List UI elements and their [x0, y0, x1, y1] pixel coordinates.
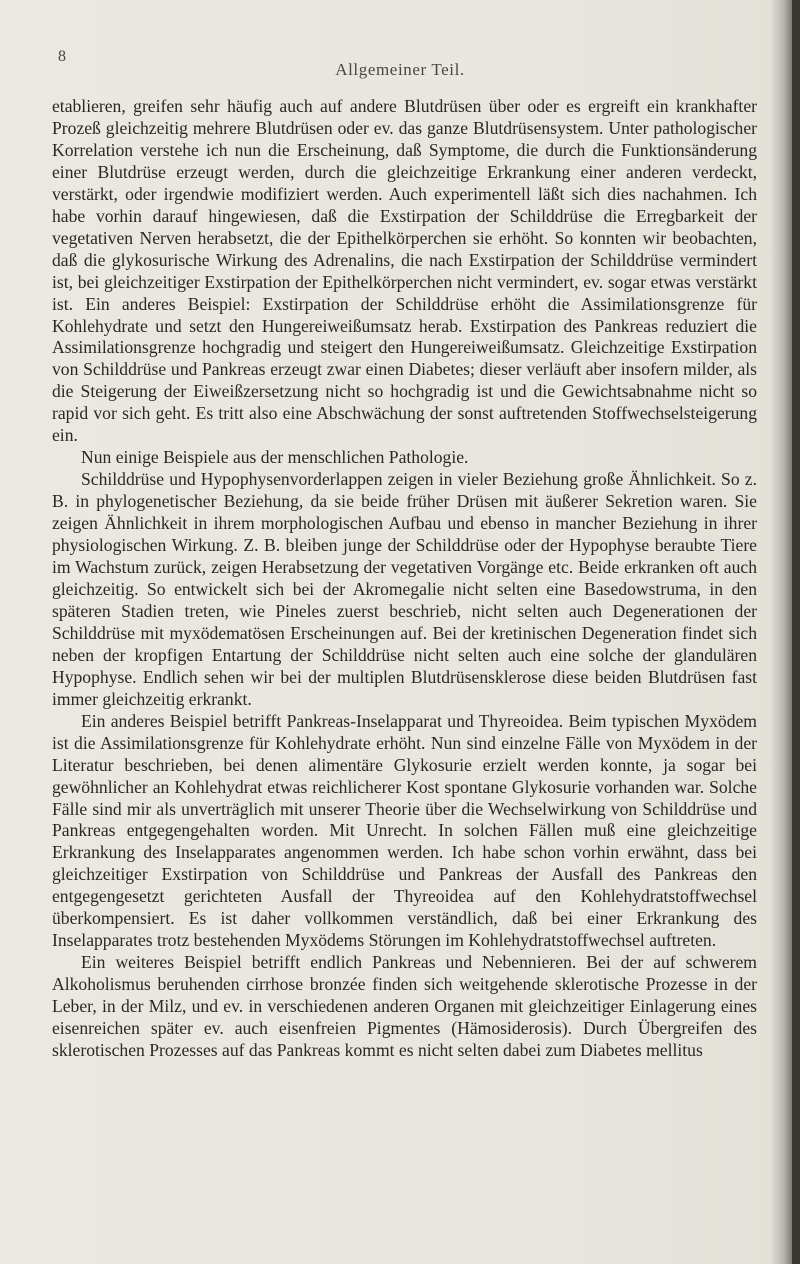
paragraph-3: Schilddrüse und Hypophysenvorderlappen zeigen in vieler Beziehung große Ähnlichkeit. So z. B. in phylogenetischer Beziehung, da sie beide früher Drüsen mit äußerer Sekretion waren. Sie zeigen Ähnlichkeit in ihrem morphologischen Aufbau und ebenso in mancher Beziehung in ihrer physiologischen Wirkung. Z. B. bleiben junge der Schilddrüse oder der Hypophyse beraubte Tiere im Wachstum zurück, zeigen Herabsetzung der vegetativen Vorgänge etc. Beide erkranken oft auch gleichzeitig. So entwickelt sich bei der Akromegalie nicht selten eine Basedowstruma, in den späteren Stadien treten, wie Pineles zuerst beschrieb, nicht selten auch Degenerationen der Schilddrüse mit myxödematösen Erscheinungen auf. Bei der kretinischen Degeneration findet sich neben der kropfigen Entartung der Schilddrüse nicht selten auch eine solche der glandulären Hypophyse. Endlich sehen wir bei der multiplen Blutdrüsensklerose diese beiden Blutdrüsen fast immer gleichzeitig erkrankt.: [52, 469, 757, 709]
running-title: Allgemeiner Teil.: [335, 60, 465, 79]
paragraph-5: Ein weiteres Beispiel betrifft endlich Pankreas und Nebennieren. Bei der auf schwerem Alkoholismus beruhenden cirrhose bronzée finden sich weitgehende sklerotische Prozesse in der Leber, in der Milz, und ev. in verschiedenen anderen Organen mit gleichzeitiger Einlagerung eines eisenreichen später ev. auch eisenfreien Pigmentes (Hämosiderosis). Durch Übergreifen des sklerotischen Prozesses auf das Pankreas kommt es nicht selten dabei zum Diabetes mellitus: [52, 952, 757, 1060]
paragraph-1: etablieren, greifen sehr häufig auch auf andere Blutdrüsen über oder es ergreift ein krankhafter Prozeß gleichzeitig mehrere Blutdrüsen oder ev. das ganze Blutdrüsensystem. Unter pathologischer Korrelation verstehe ich nun die Erscheinung, daß Symptome, die durch die Funktionsänderung einer Blutdrüse erzeugt werden, durch die gleichzeitige Erkrankung einer anderen verdeckt, verstärkt, oder irgendwie modifiziert werden. Auch experimentell läßt sich dies nachahmen. Ich habe vorhin darauf hingewiesen, daß die Exstirpation der Schilddrüse die Erregbarkeit der vegetativen Nerven herabsetzt, die der Epithelkörperchen sie erhöht. So konnten wir beobachten, daß die glykosurische Wirkung des Adrenalins, die nach Exstirpation der Schilddrüse vermindert ist, bei gleichzeitiger Exstirpation der Epithelkörperchen nicht vermindert, ev. sogar etwas verstärkt ist. Ein anderes Beispiel: Exstirpation der Schilddrüse erhöht die Assimilationsgrenze für Kohlehydrate und setzt den Hungereiweißumsatz herab. Exstirpation des Pankreas reduziert die Assimilationsgrenze hochgradig und steigert den Hungereiweißumsatz. Gleichzeitige Exstirpation von Schilddrüse und Pankreas erzeugt zwar einen Diabetes; dieser verläuft aber insofern milder, als die Steigerung der Eiweißzersetzung nicht so hochgradig ist und die Gewichtsabnahme nicht so rapid vor sich geht. Es tritt also eine Abschwächung der sonst auftretenden Stoffwechselsteigerung ein.: [52, 96, 757, 446]
binding-edge: [792, 0, 800, 1264]
paragraph-4: Ein anderes Beispiel betrifft Pankreas-Inselapparat und Thyreoidea. Beim typischen Myxödem ist die Assimilationsgrenze für Kohlehydrate erhöht. Nun sind einzelne Fälle von Myxödem in der Literatur beschrieben, bei denen alimentäre Glykosurie erzielt werden konnte, ja sogar bei gewöhnlicher an Kohlehydrat etwas reichlicherer Kost spontane Glykosurie vorhanden war. Solche Fälle sind mir als unverträglich mit unserer Theorie über die Wechselwirkung von Schilddrüse und Pankreas entgegengehalten worden. Mit Unrecht. In solchen Fällen muß eine gleichzeitige Erkrankung des Inselapparates angenommen werden. Ich habe schon vorhin erwähnt, dass bei gleichzeitiger Exstirpation von Schilddrüse und Pankreas der Ausfall des Pankreas den entgegengesetzt gerichteten Ausfall der Thyreoidea auf den Kohlehydratstoffwechsel überkompensiert. Es ist daher vollkommen verständlich, daß bei einer Erkrankung des Inselapparates trotz bestehenden Myxödems Störungen im Kohlehydratstoffwechsel auftreten.: [52, 710, 757, 951]
paragraph-2: Nun einige Beispiele aus der menschlichen Pathologie.: [81, 447, 469, 468]
page-number: 8: [58, 48, 67, 65]
body-text: [52, 96, 757, 1062]
